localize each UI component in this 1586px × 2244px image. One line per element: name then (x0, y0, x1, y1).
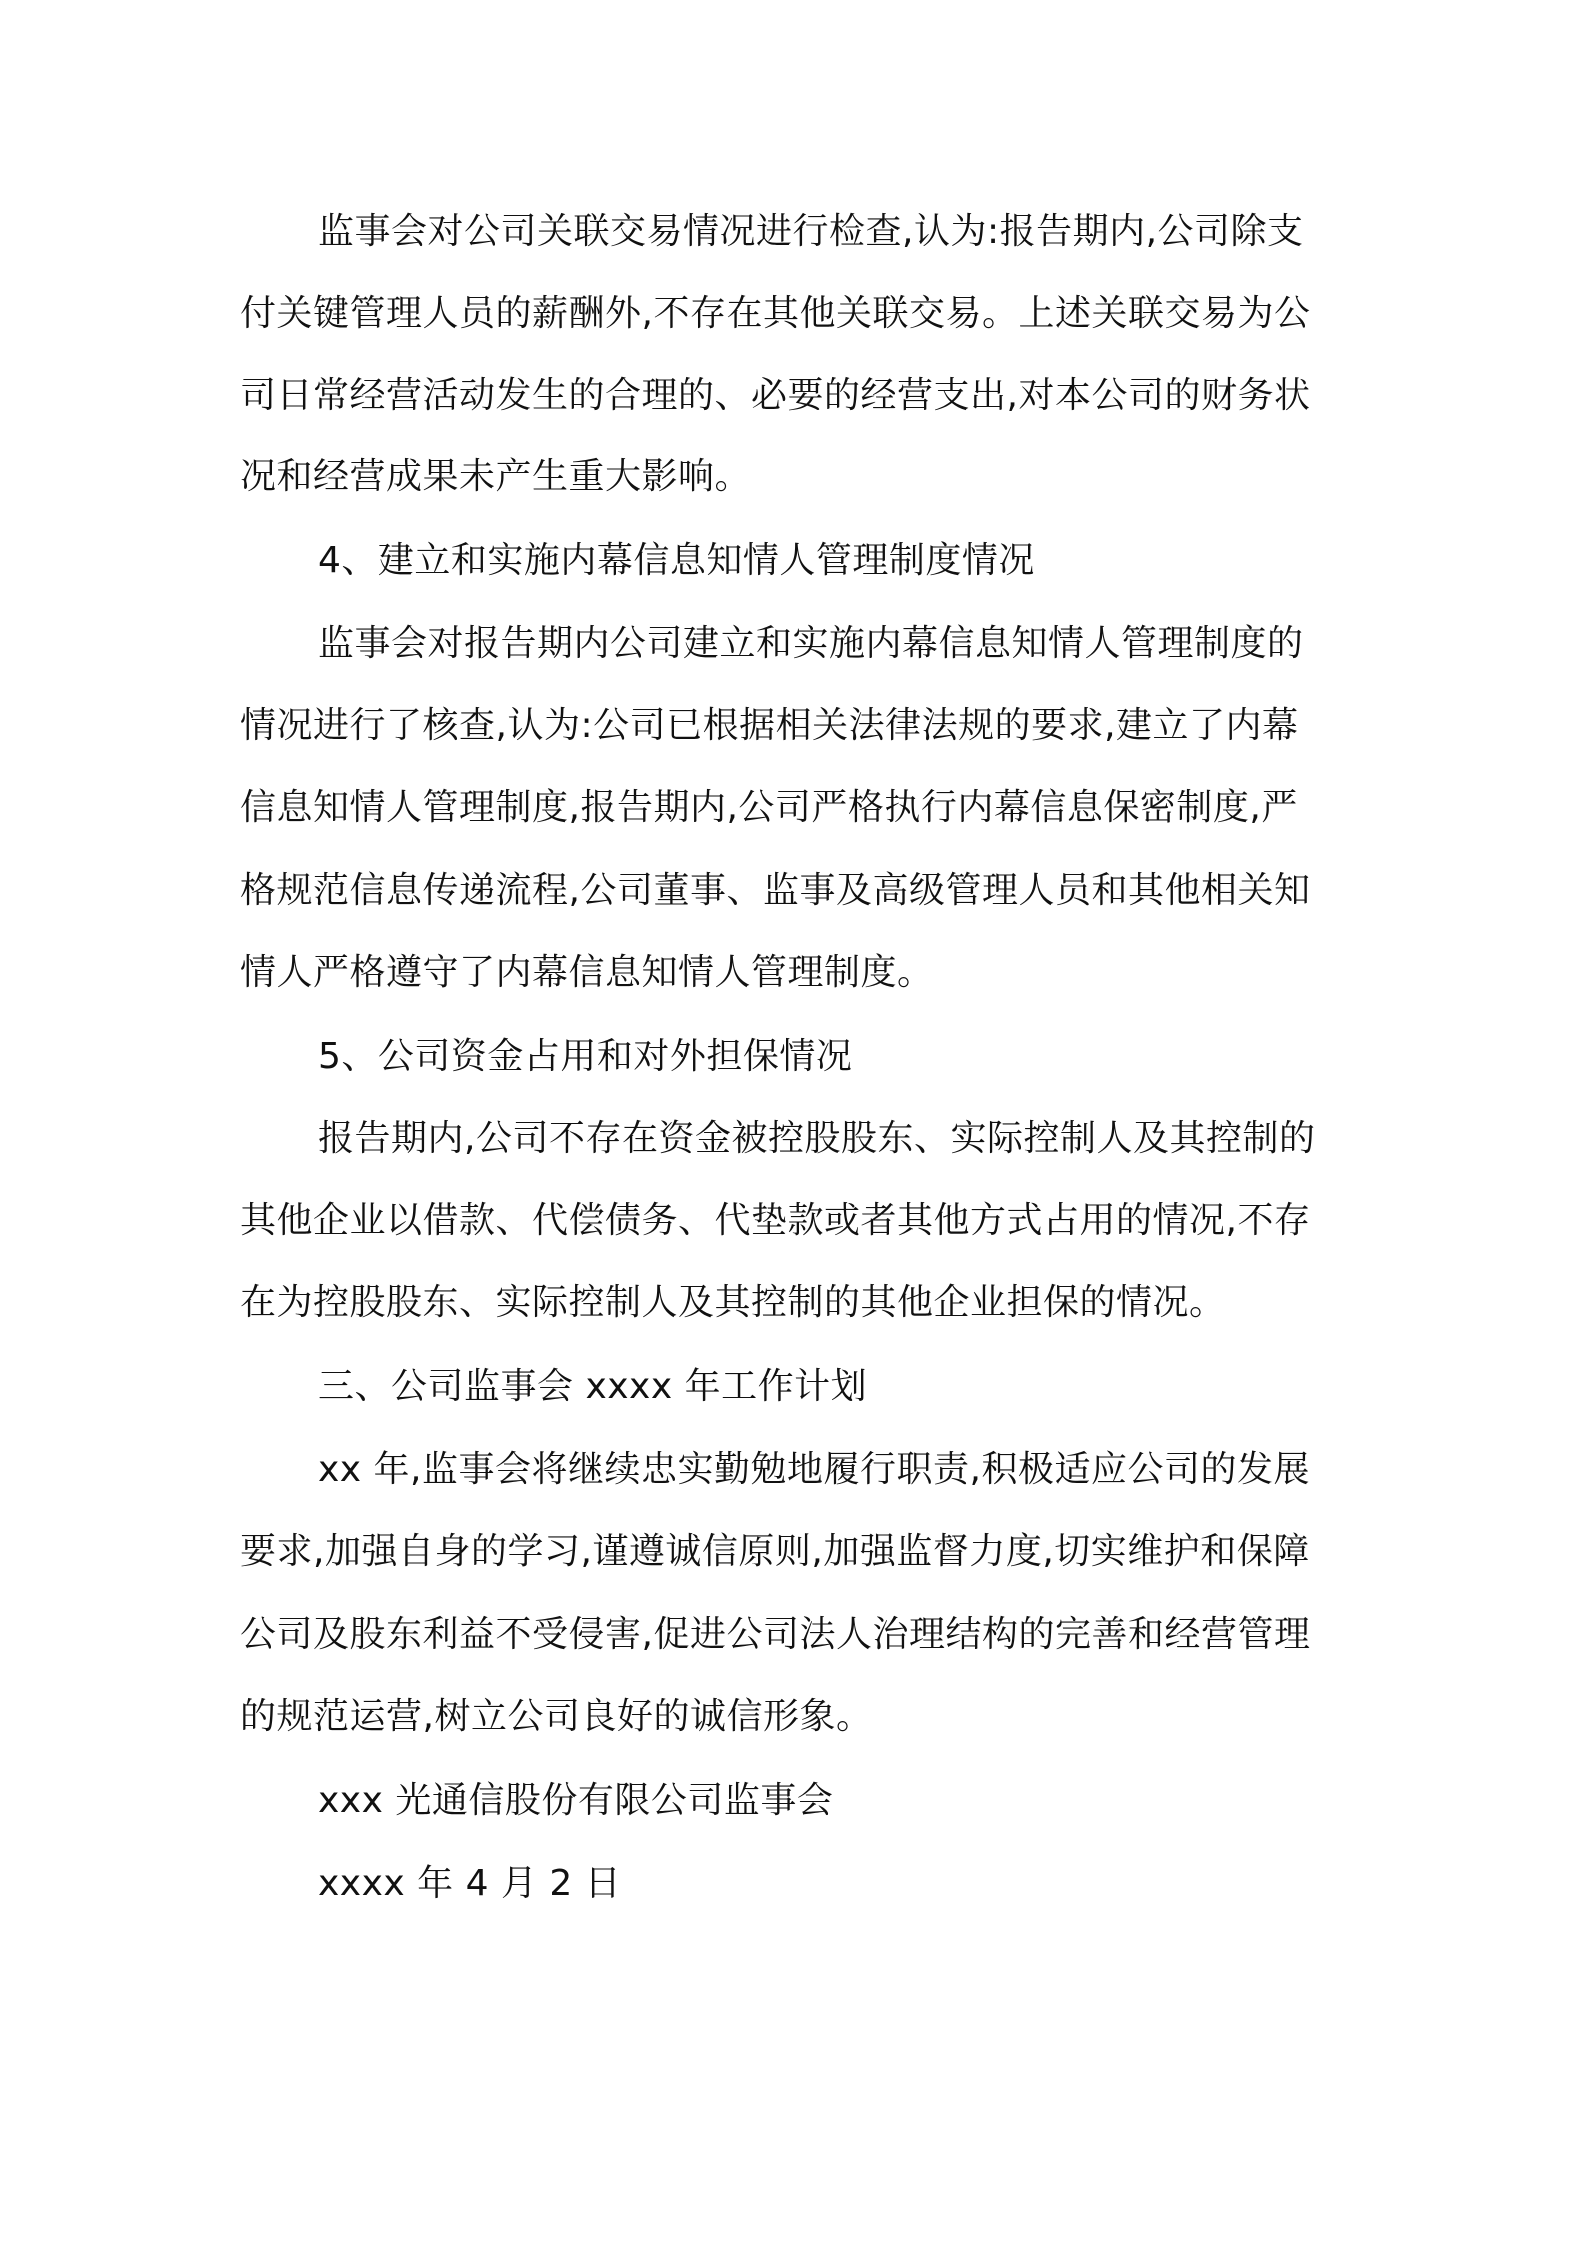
paragraph-line: 监事会对公司关联交易情况进行检查,认为:报告期内,公司除支 (318, 211, 1304, 252)
paragraph-line: 的规范运营,树立公司良好的诚信形象。 (240, 1696, 873, 1737)
paragraph-line: 监事会对报告期内公司建立和实施内幕信息知情人管理制度的 (318, 623, 1304, 664)
section-heading: 5、公司资金占用和对外担保情况 (318, 1036, 853, 1077)
paragraph-line: 情人严格遵守了内幕信息知情人管理制度。 (240, 952, 934, 993)
paragraph-line: 格规范信息传递流程,公司董事、监事及高级管理人员和其他相关知 (240, 870, 1311, 911)
paragraph-line: 公司及股东利益不受侵害,促进公司法人治理结构的完善和经营管理 (240, 1614, 1311, 1655)
section-heading: 三、公司监事会 xxxx 年工作计划 (318, 1366, 868, 1407)
paragraph-line: 信息知情人管理制度,报告期内,公司严格执行内幕信息保密制度,严 (240, 787, 1298, 828)
paragraph-line: 报告期内,公司不存在资金被控股股东、实际控制人及其控制的 (318, 1118, 1316, 1159)
signature-organization: xxx 光通信股份有限公司监事会 (318, 1780, 834, 1821)
paragraph-line: 付关键管理人员的薪酬外,不存在其他关联交易。上述关联交易为公 (240, 293, 1311, 334)
section-heading: 4、建立和实施内幕信息知情人管理制度情况 (318, 540, 1035, 581)
paragraph-line: 况和经营成果未产生重大影响。 (240, 456, 752, 497)
paragraph-line: 其他企业以借款、代偿债务、代垫款或者其他方式占用的情况,不存 (240, 1200, 1311, 1241)
paragraph-line: xx 年,监事会将继续忠实勤勉地履行职责,积极适应公司的发展 (318, 1449, 1310, 1490)
paragraph-line: 司日常经营活动发生的合理的、必要的经营支出,对本公司的财务状 (240, 375, 1311, 416)
paragraph-line: 在为控股股东、实际控制人及其控制的其他企业担保的情况。 (240, 1282, 1226, 1323)
paragraph-line: 要求,加强自身的学习,谨遵诚信原则,加强监督力度,切实维护和保障 (240, 1531, 1310, 1572)
signature-date: xxxx 年 4 月 2 日 (318, 1863, 622, 1904)
paragraph-line: 情况进行了核查,认为:公司已根据相关法律法规的要求,建立了内幕 (240, 705, 1299, 746)
